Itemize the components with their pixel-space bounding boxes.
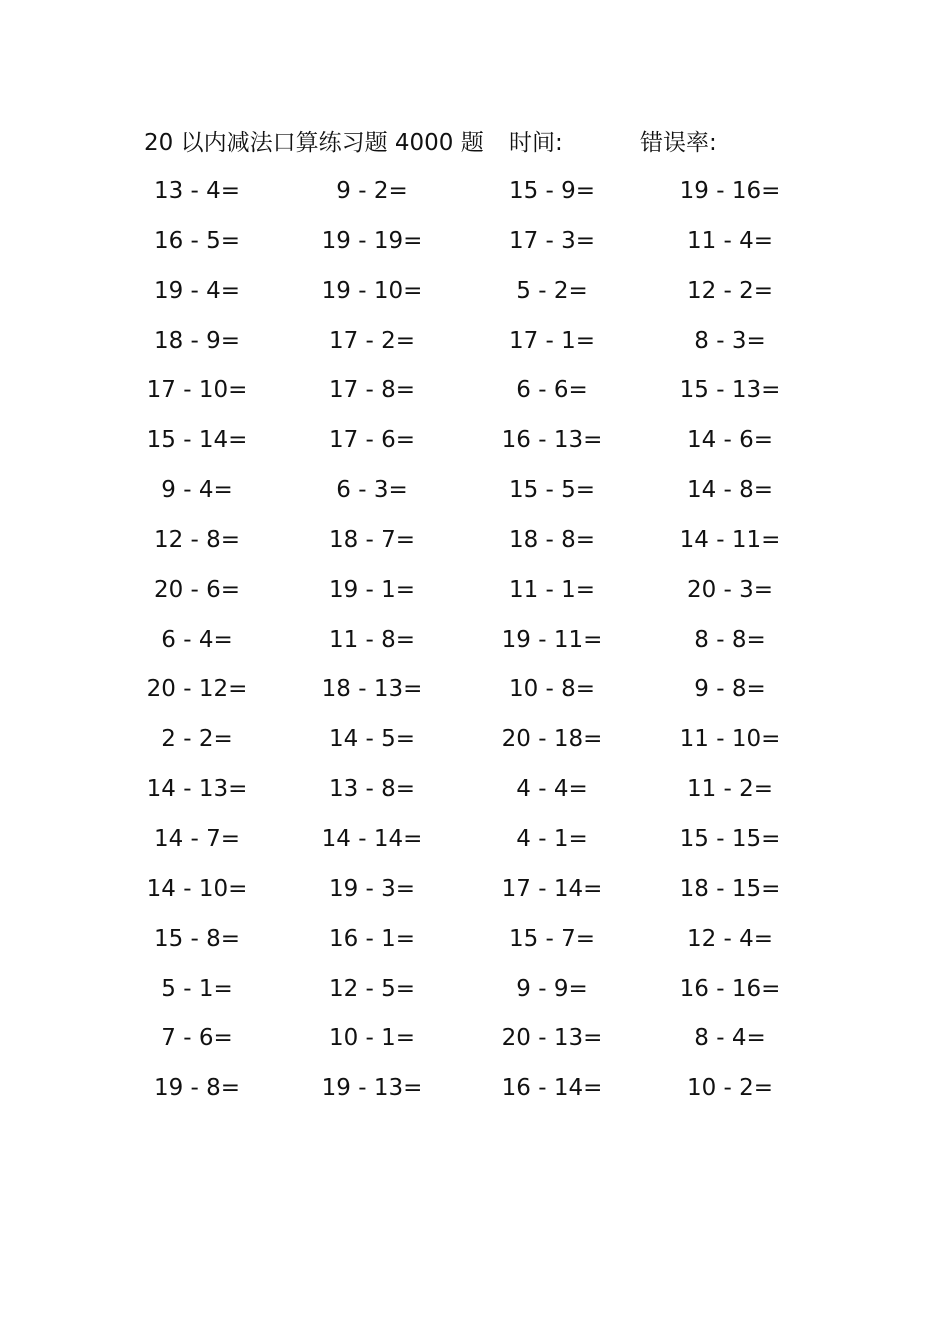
problem-item: 14 - 8= (686, 477, 774, 504)
problem-item: 17 - 14= (501, 875, 603, 902)
problem-item: 18 - 9= (153, 327, 241, 354)
problem-item: 14 - 11= (679, 526, 781, 553)
problem-item: 5 - 2= (516, 277, 588, 304)
problem-item: 6 - 4= (161, 626, 233, 653)
problem-item: 4 - 4= (516, 776, 588, 803)
problem-item: 14 - 5= (328, 726, 416, 753)
problem-item: 20 - 13= (501, 1025, 603, 1052)
problem-item: 13 - 4= (153, 178, 241, 204)
problem-item: 17 - 3= (508, 227, 596, 254)
problem-item: 9 - 8= (694, 676, 766, 703)
problem-item: 17 - 6= (328, 427, 416, 454)
problem-item: 13 - 8= (328, 776, 416, 803)
problem-item: 9 - 4= (161, 477, 233, 504)
problem-item: 11 - 8= (328, 626, 416, 653)
problem-item: 18 - 13= (321, 676, 423, 703)
problem-row (0, 623, 950, 673)
problem-item: 16 - 14= (501, 1075, 603, 1102)
problem-item: 15 - 8= (153, 925, 241, 952)
problem-item: 14 - 6= (686, 427, 774, 454)
problem-item: 12 - 2= (686, 277, 774, 304)
problem-item: 19 - 10= (321, 277, 423, 304)
problem-item: 14 - 14= (321, 825, 423, 852)
problem-item: 7 - 6= (161, 1025, 233, 1052)
problem-item: 10 - 1= (328, 1025, 416, 1052)
problem-row (0, 523, 950, 573)
problem-item: 19 - 11= (501, 626, 603, 653)
problem-item: 8 - 8= (694, 626, 766, 653)
problem-row (0, 672, 950, 722)
problem-item: 19 - 13= (321, 1075, 423, 1102)
problem-row (0, 1021, 950, 1071)
problem-row (0, 174, 950, 224)
problem-row (0, 373, 950, 423)
problem-row (0, 872, 950, 922)
problem-item: 15 - 5= (508, 477, 596, 504)
problem-item: 20 - 12= (146, 676, 248, 703)
problem-item: 15 - 7= (508, 925, 596, 952)
problem-item: 19 - 19= (321, 227, 423, 254)
problem-item: 17 - 8= (328, 377, 416, 404)
problem-item: 12 - 4= (686, 925, 774, 952)
problem-grid (0, 174, 950, 1121)
problem-item: 11 - 4= (686, 227, 774, 254)
problem-item: 2 - 2= (161, 726, 233, 753)
problem-item: 15 - 9= (508, 178, 596, 204)
problem-item: 14 - 10= (146, 875, 248, 902)
problem-row (0, 473, 950, 523)
problem-row (0, 573, 950, 623)
problem-item: 19 - 1= (328, 576, 416, 603)
problem-item: 9 - 9= (516, 975, 588, 1002)
time-label: 时间: (509, 130, 563, 156)
problem-item: 20 - 18= (501, 726, 603, 753)
problem-item: 16 - 13= (501, 427, 603, 454)
problem-row (0, 324, 950, 374)
error-rate-label: 错误率: (640, 130, 717, 156)
problem-item: 6 - 6= (516, 377, 588, 404)
problem-item: 16 - 1= (328, 925, 416, 952)
problem-item: 17 - 1= (508, 327, 596, 354)
problem-item: 16 - 16= (679, 975, 781, 1002)
problem-item: 15 - 15= (679, 825, 781, 852)
problem-row (0, 1071, 950, 1121)
problem-item: 19 - 4= (153, 277, 241, 304)
problem-item: 20 - 3= (686, 576, 774, 603)
problem-item: 9 - 2= (336, 178, 408, 204)
problem-item: 10 - 2= (686, 1075, 774, 1102)
problem-row (0, 972, 950, 1022)
problem-item: 4 - 1= (516, 825, 588, 852)
problem-item: 18 - 7= (328, 526, 416, 553)
problem-item: 15 - 13= (679, 377, 781, 404)
problem-item: 11 - 1= (508, 576, 596, 603)
problem-item: 17 - 10= (146, 377, 248, 404)
problem-item: 18 - 8= (508, 526, 596, 553)
problem-row (0, 423, 950, 473)
problem-item: 15 - 14= (146, 427, 248, 454)
problem-row (0, 722, 950, 772)
problem-item: 20 - 6= (153, 576, 241, 603)
problem-item: 11 - 10= (679, 726, 781, 753)
problem-item: 16 - 5= (153, 227, 241, 254)
worksheet-title: 20 以内减法口算练习题 4000 题 (144, 130, 484, 156)
problem-row (0, 274, 950, 324)
problem-item: 18 - 15= (679, 875, 781, 902)
problem-item: 17 - 2= (328, 327, 416, 354)
problem-item: 11 - 2= (686, 776, 774, 803)
problem-item: 14 - 7= (153, 825, 241, 852)
problem-item: 12 - 5= (328, 975, 416, 1002)
problem-item: 8 - 4= (694, 1025, 766, 1052)
problem-item: 10 - 8= (508, 676, 596, 703)
problem-row (0, 772, 950, 822)
problem-item: 12 - 8= (153, 526, 241, 553)
problem-item: 8 - 3= (694, 327, 766, 354)
problem-item: 19 - 16= (679, 178, 781, 204)
problem-item: 14 - 13= (146, 776, 248, 803)
problem-item: 6 - 3= (336, 477, 408, 504)
problem-row (0, 822, 950, 872)
problem-item: 19 - 3= (328, 875, 416, 902)
problem-item: 19 - 8= (153, 1075, 241, 1102)
problem-row (0, 922, 950, 972)
problem-item: 5 - 1= (161, 975, 233, 1002)
problem-row (0, 224, 950, 274)
